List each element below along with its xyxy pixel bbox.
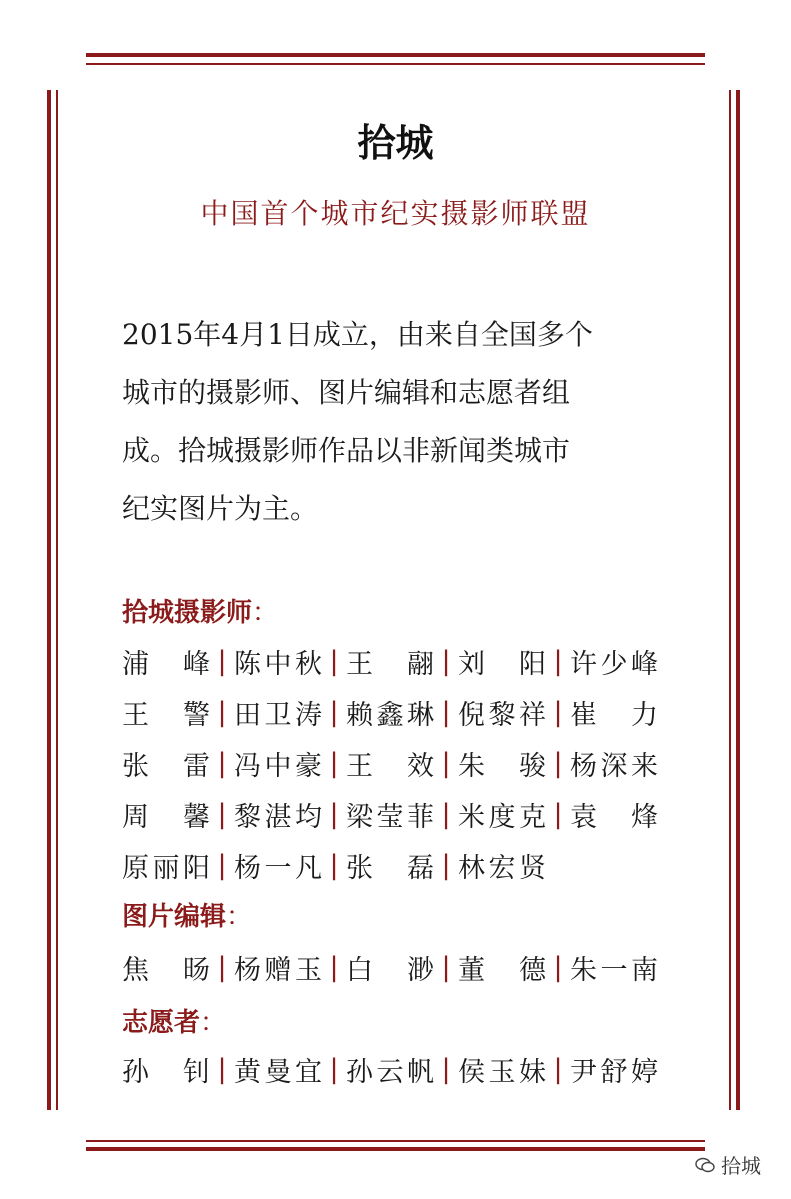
bottom-rule-thick [86,1147,705,1151]
person-name: 黄曼宜 [234,1056,322,1088]
name-separator: | [441,951,451,983]
intro-line: 纪实图片为主。 [122,492,319,525]
name-separator: | [217,747,227,779]
top-rule-thick [86,53,705,57]
page-title: 拾城 [357,121,434,165]
person-name: 梁莹菲 [346,801,434,833]
person-name: 冯中豪 [234,750,322,782]
name-separator: | [553,951,563,983]
watermark [695,1150,761,1179]
person-name: 原丽阳 [122,852,210,884]
name-separator: | [217,645,227,677]
person-name: 王效 [346,750,434,782]
name-separator: | [329,696,339,728]
name-row [122,840,682,890]
intro-line: 成。拾城摄影师作品以非新闻类城市 [122,434,571,467]
person-name: 杨赠玉 [234,954,322,986]
name-row [122,738,682,788]
name-separator: | [217,849,227,881]
person-name: 焦旸 [122,954,210,986]
person-name: 林宏贤 [458,852,546,884]
page-subtitle: 中国首个城市纪实摄影师联盟 [200,197,591,230]
photographers-label: 拾城摄影师 [122,598,253,628]
name-separator: | [441,798,451,830]
name-separator: | [217,798,227,830]
name-separator: | [441,645,451,677]
person-name: 孙云帆 [346,1056,434,1088]
name-row [122,942,682,992]
person-name: 王翮 [346,648,434,680]
name-separator: | [329,849,339,881]
volunteers-label: 志愿者 [122,1008,201,1038]
name-separator: | [441,747,451,779]
name-separator: | [553,1053,563,1085]
right-rule-outer [736,90,740,1110]
person-name: 侯玉妹 [458,1056,546,1088]
editors-label: 图片编辑 [122,902,227,932]
person-name: 张雷 [122,750,210,782]
name-separator: | [329,951,339,983]
name-row [122,1044,682,1094]
name-separator: | [329,1053,339,1085]
intro-line: 城市的摄影师、图片编辑和志愿者组 [122,376,571,409]
name-separator: | [217,1053,227,1085]
person-name: 浦峰 [122,648,210,680]
name-separator: | [553,696,563,728]
name-row [122,636,682,686]
person-name: 赖鑫琳 [346,699,434,731]
person-name: 倪黎祥 [458,699,546,731]
name-row [122,789,682,839]
person-name: 董德 [458,954,546,986]
name-separator: | [329,645,339,677]
left-rule-outer [47,90,51,1110]
name-separator: | [329,798,339,830]
name-separator: | [441,696,451,728]
person-name: 崔力 [570,699,658,731]
person-name: 田卫涛 [234,699,322,731]
name-separator: | [441,1053,451,1085]
person-name: 王警 [122,699,210,731]
person-name: 尹舒婷 [570,1056,658,1088]
person-name: 朱骏 [458,750,546,782]
person-name: 黎湛均 [234,801,322,833]
name-separator: | [217,951,227,983]
top-rule-thin [86,63,705,65]
person-name: 白渺 [346,954,434,986]
name-separator: | [553,798,563,830]
person-name: 刘阳 [458,648,546,680]
name-separator: | [553,645,563,677]
person-name: 张磊 [346,852,434,884]
intro-paragraph [122,306,682,538]
person-name: 许少峰 [570,648,658,680]
person-name: 陈中秋 [234,648,322,680]
heading-colon: ： [252,598,279,628]
wechat-icon [695,1157,715,1173]
person-name: 杨深来 [570,750,658,782]
left-rule-inner [56,90,58,1110]
person-name: 朱一南 [570,954,658,986]
name-separator: | [441,849,451,881]
person-name: 周馨 [122,801,210,833]
person-name: 杨一凡 [234,852,322,884]
heading-colon: ： [226,902,253,932]
editors-heading [122,896,252,933]
name-row [122,687,682,737]
person-name: 米度克 [458,801,546,833]
person-name: 孙钊 [122,1056,210,1088]
name-separator: | [329,747,339,779]
person-name: 袁烽 [570,801,658,833]
bottom-rule-thin [86,1140,705,1142]
name-separator: | [217,696,227,728]
watermark-text: 拾城 [721,1154,761,1178]
photographers-heading [122,592,278,629]
intro-line: 2015年4月1日成立，由来自全国多个 [122,318,593,351]
heading-colon: ： [200,1008,227,1038]
right-rule-inner [729,90,731,1110]
volunteers-heading [122,1002,226,1039]
name-separator: | [553,747,563,779]
